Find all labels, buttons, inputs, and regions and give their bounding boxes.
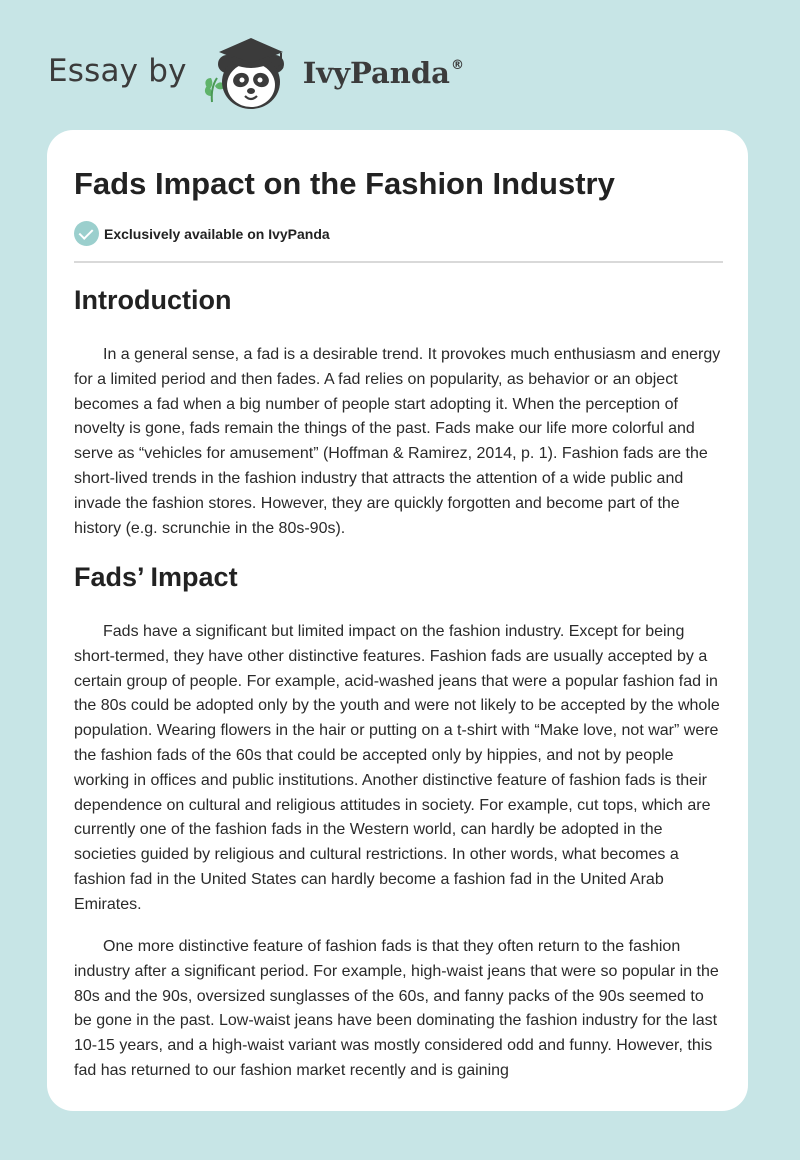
brand-name[interactable] bbox=[303, 56, 464, 90]
check-icon bbox=[74, 221, 99, 246]
paragraph: One more distinctive feature of fashion fads is that they often return to the fashion industry after a significant period. For example, high-waist jeans that were so popular in the 80s and the 90s, oversized sunglasses of the 60s, and fanny packs of the 90s seemed to be gone in the past. Low-waist jeans have been dominating the fashion industry for the last 10-15 years, and a high-waist variant was mostly considered odd and funny. However, this fad has returned to our fashion market recently and is gaining bbox=[74, 938, 719, 1079]
exclusive-badge bbox=[74, 221, 330, 246]
section-heading-fads-impact: Fads’ Impact bbox=[74, 562, 238, 592]
site-header bbox=[48, 34, 508, 114]
essay-title: Fads Impact on the Fashion Industry bbox=[74, 166, 615, 201]
brand-name-text: IvyPanda bbox=[302, 56, 450, 90]
essay-card bbox=[47, 130, 748, 1111]
exclusive-badge-label: Exclusively available on IvyPanda bbox=[104, 225, 330, 242]
paragraph: Fads have a significant but limited impact on the fashion industry. Except for being short-termed, they have other distinctive features. Fashion fads are usually accepted by a certain group of people. For example, acid-washed jeans that were a popular fashion fad in the 80s could be adopted only by the youth and were not likely to be accepted by the whole population. Wearing flowers in the hair or putting on a t-shirt with “Make love, not war” were the fashion fads of the 60s that could be accepted only by hippies, and not by people working in offices and public institutions. Another distinctive feature of fashion fads is their dependence on cultural and religious attitudes in society. For example, cut tops, which are currently one of the fashion fads in the Western world, can hardly be adopted in the societies guided by religious and cultural restrictions. In other words, what becomes a fashion fad in the United States can hardly become a fashion fad in the United Arab Emirates. bbox=[74, 623, 720, 913]
registered-mark: ® bbox=[450, 58, 464, 73]
paragraph: In a general sense, a fad is a desirable trend. It provokes much enthusiasm and energy for a limited period and then fades. A fad relies on popularity, as behavior or an object becomes a fad when a big number of people start adopting it. When the perception of novelty is gone, fads remain the things of the past. Fads make our life more colorful and serve as “vehicles for amusement” (Hoffman & Ramirez, 2014, p. 1). Fashion fads are the short-lived trends in the fashion industry that attracts the attention of a wide public and invade the fashion stores. However, they are quickly forgotten and become part of the history (e.g. scrunchie in the 80s-90s). bbox=[74, 346, 721, 537]
title-divider bbox=[74, 261, 723, 263]
section-heading-introduction: Introduction bbox=[74, 285, 232, 315]
essay-by-label: Essay by bbox=[48, 53, 187, 89]
panda-logo-icon[interactable] bbox=[201, 34, 301, 114]
